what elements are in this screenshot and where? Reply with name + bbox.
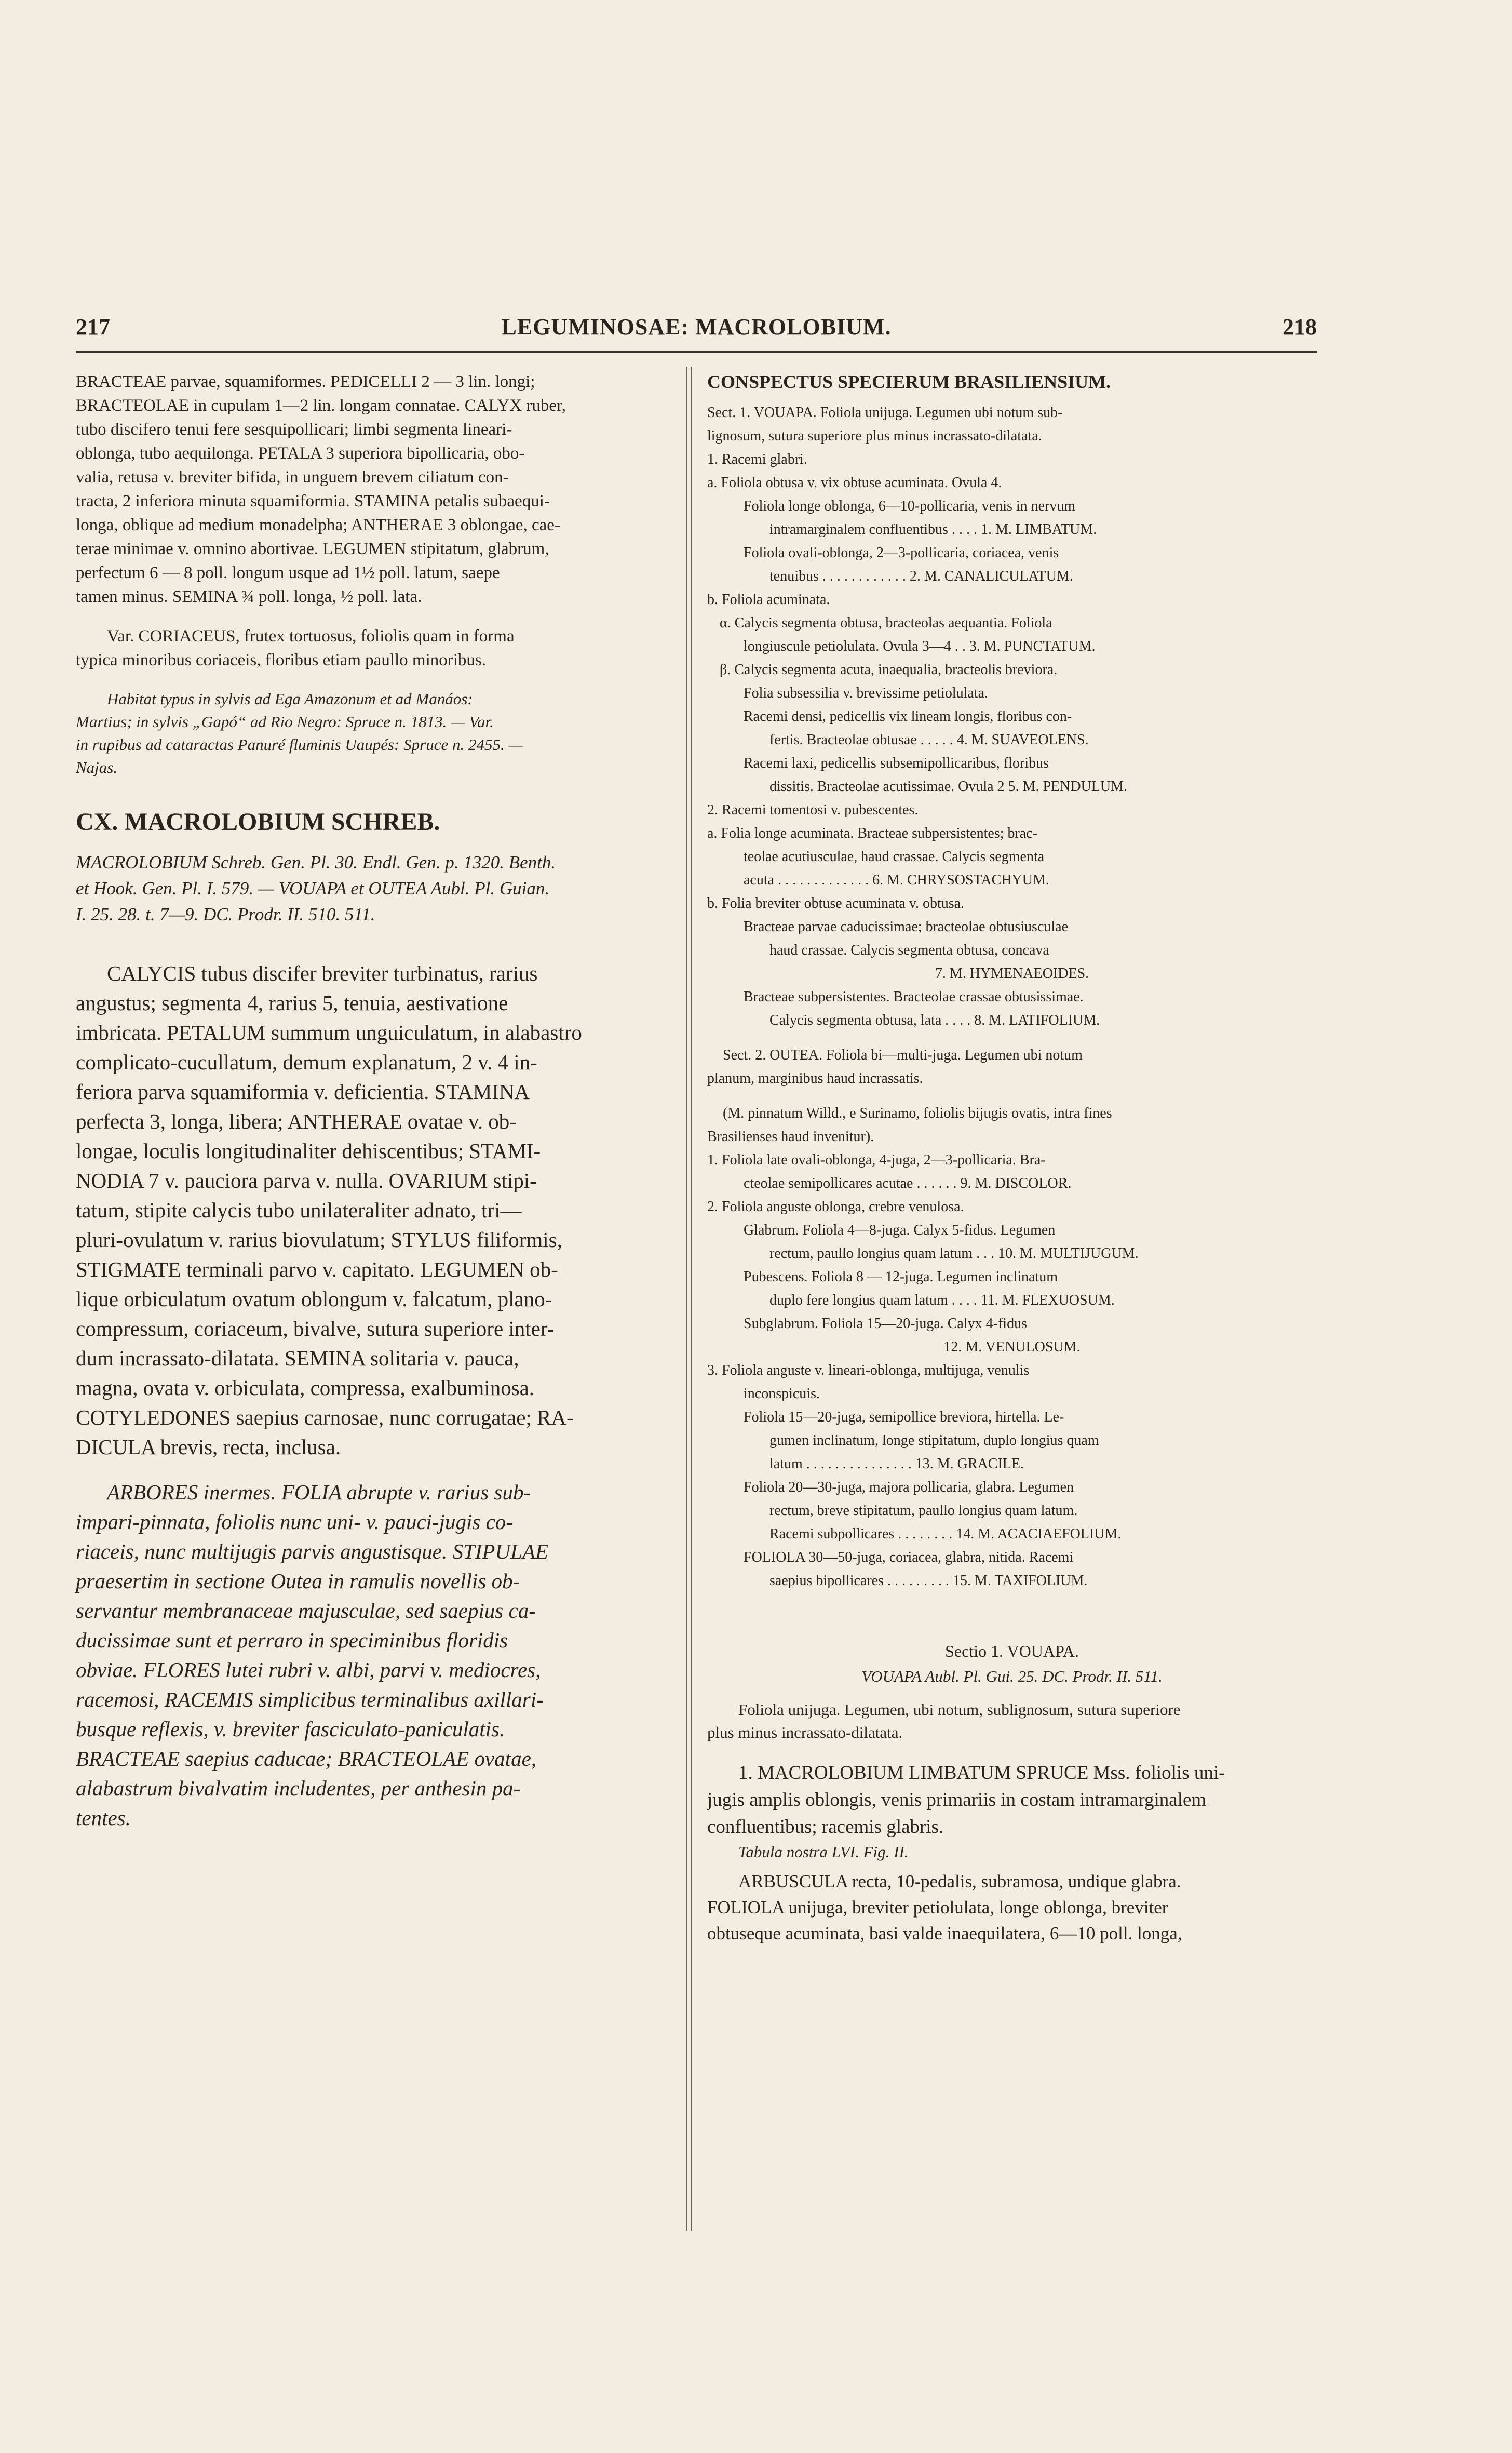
text-line: valia, retusa v. breviter bifida, in unguem brevem ciliatum con- xyxy=(76,468,509,487)
species-heading xyxy=(707,1760,1317,1841)
text-line: CALYCIS tubus discifer breviter turbinatus, rarius xyxy=(107,961,538,985)
text-line: Folia subsessilia v. brevissime petiolulata. xyxy=(744,685,989,701)
text-line: 7. M. HYMENAEOIDES. xyxy=(935,966,1089,982)
text-line: complicato-cucullatum, demum explanatum, 2 v. 4 in- xyxy=(76,1050,537,1074)
text-line: dum incrassato-dilatata. SEMINA solitaria v. pauca, xyxy=(76,1346,519,1370)
text-line: intramarginalem confluentibus . . . . 1. M. LIMBATUM. xyxy=(770,521,1097,538)
genus-description xyxy=(76,959,668,1462)
text-line: Racemi subpollicares . . . . . . . . 14. M. ACACIAEFOLIUM. xyxy=(770,1526,1122,1542)
text-line: feriora parva squamiformia v. deficientia. STAMINA xyxy=(76,1080,530,1104)
text-line: 12. M. VENULOSUM. xyxy=(943,1339,1081,1355)
text-line: 3. Foliola anguste v. lineari-oblonga, multijuga, venulis xyxy=(707,1362,1030,1378)
text-line: saepius bipollicares . . . . . . . . . 15. M. TAXIFOLIUM. xyxy=(770,1573,1088,1589)
text-line: ARBORES inermes. FOLIA abrupte v. rarius sub- xyxy=(107,1480,531,1504)
text-line: Var. CORIACEUS, frutex tortuosus, foliolis quam in forma xyxy=(107,627,515,646)
text-line: tamen minus. SEMINA ¾ poll. longa, ½ poll. lata. xyxy=(76,587,422,606)
text-line: dissitis. Bracteolae acutissimae. Ovula 2 5. M. PENDULUM. xyxy=(770,779,1128,795)
text-line: et Hook. Gen. Pl. I. 579. — VOUAPA et OUTEA Aubl. Pl. Guian. xyxy=(76,878,550,899)
page-number-right: 218 xyxy=(1282,314,1317,340)
text-line: rectum, paullo longius quam latum . . . 10. M. MULTIJUGUM. xyxy=(770,1245,1139,1262)
arbuscula-description xyxy=(707,1869,1317,1947)
tabula-reference: Tabula nostra LVI. Fig. II. xyxy=(738,1843,909,1861)
sectio-title: Sectio 1. VOUAPA. xyxy=(945,1642,1079,1660)
text-line: inconspicuis. xyxy=(744,1386,820,1402)
text-line: Bracteae subpersistentes. Bracteolae crassae obtusissimae. xyxy=(744,989,1084,1005)
sectio-reference: VOUAPA Aubl. Pl. Gui. 25. DC. Prodr. II. 511. xyxy=(861,1667,1163,1685)
text-line: b. Foliola acuminata. xyxy=(707,592,830,608)
text-line: fertis. Bracteolae obtusae . . . . . 4. M. SUAVEOLENS. xyxy=(770,732,1089,748)
genus-habit xyxy=(76,1478,668,1833)
text-line: longae, loculis longitudinaliter dehiscentibus; STAMI- xyxy=(76,1139,541,1163)
text-line: Foliola ovali-oblonga, 2—3-pollicaria, coriacea, venis xyxy=(744,545,1059,561)
header-rule xyxy=(76,351,1317,353)
text-line: acuta . . . . . . . . . . . . . 6. M. CHRYSOSTACHYUM. xyxy=(744,872,1049,888)
text-line: Glabrum. Foliola 4—8-juga. Calyx 5-fidus. Legumen xyxy=(744,1222,1056,1238)
variety-paragraph xyxy=(76,624,668,672)
species-description xyxy=(76,370,668,609)
text-line: oblonga, tubo aequilonga. PETALA 3 superiora bipollicaria, obo- xyxy=(76,444,525,463)
text-line: BRACTEAE parvae, squamiformes. PEDICELLI 2 — 3 lin. longi; xyxy=(76,372,535,391)
text-line: pluri-ovulatum v. rarius biovulatum; STYLUS filiformis, xyxy=(76,1228,562,1252)
page-number-left: 217 xyxy=(76,314,110,340)
text-line: COTYLEDONES saepius carnosae, nunc corrugatae; RA- xyxy=(76,1405,574,1429)
sectio-description xyxy=(707,1698,1317,1744)
left-column xyxy=(76,370,668,1833)
text-line: latum . . . . . . . . . . . . . . . 13. M. GRACILE. xyxy=(770,1456,1024,1472)
text-line: α. Calycis segmenta obtusa, bracteolas aequantia. Foliola xyxy=(720,615,1052,631)
text-line: Bracteae parvae caducissimae; bracteolae obtusiusculae xyxy=(744,919,1069,935)
text-line: tracta, 2 inferiora minuta squamiformia. STAMINA petalis subaequi- xyxy=(76,492,550,511)
text-line: I. 25. 28. t. 7—9. DC. Prodr. II. 510. 511. xyxy=(76,904,375,924)
text-line: ARBUSCULA recta, 10-pedalis, subramosa, undique glabra. xyxy=(738,1871,1181,1892)
text-line: Martius; in sylvis „Gapó“ ad Rio Negro: Spruce n. 1813. — Var. xyxy=(76,713,494,731)
text-line: β. Calycis segmenta acuta, inaequalia, bracteolis breviora. xyxy=(720,662,1058,678)
text-line: teolae acutiusculae, haud crassae. Calycis segmenta xyxy=(744,849,1045,865)
text-line: magna, ovata v. orbiculata, compressa, exalbuminosa. xyxy=(76,1376,535,1400)
text-line: a. Foliola obtusa v. vix obtuse acuminata. Ovula 4. xyxy=(707,475,1002,491)
text-line: gumen inclinatum, longe stipitatum, duplo longius quam xyxy=(770,1432,1099,1449)
text-line: BRACTEOLAE in cupulam 1—2 lin. longam connatae. CALYX ruber, xyxy=(76,396,566,415)
text-line: obviae. FLORES lutei rubri v. albi, parvi v. mediocres, xyxy=(76,1658,541,1682)
text-line: racemosi, RACEMIS simplicibus terminalibus axillari- xyxy=(76,1687,544,1711)
text-line: rectum, breve stipitatum, paullo longius quam latum. xyxy=(770,1503,1078,1519)
text-line: tatum, stipite calycis tubo unilateraliter adnato, tri— xyxy=(76,1198,522,1222)
text-line: praesertim in sectione Outea in ramulis novellis ob- xyxy=(76,1569,520,1593)
text-line: typica minoribus coriaceis, floribus etiam paullo minoribus. xyxy=(76,651,487,669)
text-line: terae minimae v. omnino abortivae. LEGUMEN stipitatum, glabrum, xyxy=(76,540,549,558)
text-line: in rupibus ad cataractas Panuré fluminis Uaupés: Spruce n. 2455. — xyxy=(76,735,523,754)
text-line: servantur membranaceae majusculae, sed saepius ca- xyxy=(76,1599,536,1623)
text-line: Sect. 1. VOUAPA. Foliola unijuga. Legumen ubi notum sub- xyxy=(707,405,1063,421)
right-column xyxy=(707,370,1317,1947)
text-line: jugis amplis oblongis, venis primariis in costam intramarginalem xyxy=(707,1789,1207,1811)
text-line: 1. Foliola late ovali-oblonga, 4-juga, 2—3-pollicaria. Bra- xyxy=(707,1152,1046,1168)
column-divider xyxy=(686,367,687,2231)
text-line: FOLIOLA 30—50-juga, coriacea, glabra, nitida. Racemi xyxy=(744,1549,1074,1565)
text-line: ducissimae sunt et perraro in speciminibus floridis xyxy=(76,1628,508,1652)
text-line: busque reflexis, v. breviter fasciculato-paniculatis. xyxy=(76,1717,505,1741)
text-line: 1. MACROLOBIUM LIMBATUM SPRUCE Mss. foliolis uni- xyxy=(738,1762,1225,1784)
text-line: Habitat typus in sylvis ad Ega Amazonum et ad Manáos: xyxy=(107,690,473,708)
text-line: impari-pinnata, foliolis nunc uni- v. pauci-jugis co- xyxy=(76,1510,513,1534)
text-line: Foliola 20—30-juga, majora pollicaria, glabra. Legumen xyxy=(744,1479,1074,1495)
text-line: 2. Racemi tomentosi v. pubescentes. xyxy=(707,802,919,818)
running-header xyxy=(76,314,1317,350)
text-line: Racemi densi, pedicellis vix lineam longis, floribus con- xyxy=(744,708,1072,725)
text-line: b. Folia breviter obtuse acuminata v. obtusa. xyxy=(707,895,965,912)
text-line: STIGMATE terminali parvo v. capitato. LEGUMEN ob- xyxy=(76,1257,558,1281)
conspectus-key xyxy=(707,401,1317,1592)
text-line: imbricata. PETALUM summum unguiculatum, in alabastro xyxy=(76,1021,582,1044)
text-line: confluentibus; racemis glabris. xyxy=(707,1816,944,1838)
text-line: compressum, coriaceum, bivalve, sutura superiore inter- xyxy=(76,1317,555,1341)
text-line: Brasilienses haud invenitur). xyxy=(707,1129,874,1145)
conspectus-title: CONSPECTUS SPECIERUM BRASILIENSIUM. xyxy=(707,371,1111,392)
text-line: Najas. xyxy=(76,758,118,776)
text-line: 2. Foliola anguste oblonga, crebre venulosa. xyxy=(707,1199,964,1215)
text-line: Foliola longe oblonga, 6—10-pollicaria, venis in nervum xyxy=(744,498,1076,514)
text-line: perfecta 3, longa, libera; ANTHERAE ovatae v. ob- xyxy=(76,1109,517,1133)
text-line: a. Folia longe acuminata. Bracteae subpersistentes; brac- xyxy=(707,825,1037,841)
text-line: MACROLOBIUM Schreb. Gen. Pl. 30. Endl. Gen. p. 1320. Benth. xyxy=(76,852,556,873)
text-line: tenuibus . . . . . . . . . . . . 2. M. CANALICULATUM. xyxy=(770,568,1073,584)
text-line: BRACTEAE saepius caducae; BRACTEOLAE ovatae, xyxy=(76,1747,537,1771)
text-line: longa, oblique ad medium monadelpha; ANTHERAE 3 oblongae, cae- xyxy=(76,516,560,534)
text-line: FOLIOLA unijuga, breviter petiolulata, longe oblonga, breviter xyxy=(707,1897,1168,1918)
text-line: riaceis, nunc multijugis parvis angustisque. STIPULAE xyxy=(76,1539,548,1563)
text-line: Foliola 15—20-juga, semipollice breviora, hirtella. Le- xyxy=(744,1409,1064,1425)
text-line: Foliola unijuga. Legumen, ubi notum, sublignosum, sutura superiore xyxy=(738,1700,1181,1719)
text-line: tubo discifero tenui fere sesquipollicari; limbi segmenta lineari- xyxy=(76,420,512,439)
text-line: cteolae semipollicares acutae . . . . . . 9. M. DISCOLOR. xyxy=(744,1175,1072,1191)
text-line: 1. Racemi glabri. xyxy=(707,451,807,467)
genus-references xyxy=(76,850,668,928)
text-line: lique orbiculatum ovatum oblongum v. falcatum, plano- xyxy=(76,1287,552,1311)
text-line: Sect. 2. OUTEA. Foliola bi—multi-juga. Legumen ubi notum xyxy=(723,1047,1083,1063)
text-line: planum, marginibus haud incrassatis. xyxy=(707,1070,923,1087)
text-line: (M. pinnatum Willd., e Surinamo, foliolis bijugis ovatis, intra fines xyxy=(723,1105,1112,1121)
text-line: Subglabrum. Foliola 15—20-juga. Calyx 4-fidus xyxy=(744,1316,1027,1332)
text-line: angustus; segmenta 4, rarius 5, tenuia, aestivatione xyxy=(76,991,508,1015)
column-divider-2 xyxy=(691,367,692,2231)
text-line: duplo fere longius quam latum . . . . 11. M. FLEXUOSUM. xyxy=(770,1292,1115,1308)
running-title: LEGUMINOSAE: MACROLOBIUM. xyxy=(501,314,892,340)
text-line: Racemi laxi, pedicellis subsemipollicaribus, floribus xyxy=(744,755,1049,771)
text-line: haud crassae. Calycis segmenta obtusa, concava xyxy=(770,942,1049,958)
text-line: obtuseque acuminata, basi valde inaequilatera, 6—10 poll. longa, xyxy=(707,1923,1182,1943)
text-line: perfectum 6 — 8 poll. longum usque ad 1½ poll. latum, saepe xyxy=(76,564,500,582)
text-line: lignosum, sutura superiore plus minus incrassato-dilatata. xyxy=(707,428,1042,444)
text-line: Pubescens. Foliola 8 — 12-juga. Legumen inclinatum xyxy=(744,1269,1058,1285)
text-line: tentes. xyxy=(76,1806,131,1830)
text-line: alabastrum bivalvatim includentes, per anthesin pa- xyxy=(76,1776,521,1800)
text-line: Calycis segmenta obtusa, lata . . . . 8. M. LATIFOLIUM. xyxy=(770,1012,1100,1028)
habitat-paragraph xyxy=(76,688,668,779)
text-line: longiuscule petiolulata. Ovula 3—4 . . 3. M. PUNCTATUM. xyxy=(744,638,1096,654)
text-line: plus minus incrassato-dilatata. xyxy=(707,1723,903,1741)
text-line: NODIA 7 v. pauciora parva v. nulla. OVARIUM stipi- xyxy=(76,1169,537,1192)
text-line: DICULA brevis, recta, inclusa. xyxy=(76,1435,341,1459)
genus-title: CX. MACROLOBIUM SCHREB. xyxy=(76,808,440,836)
